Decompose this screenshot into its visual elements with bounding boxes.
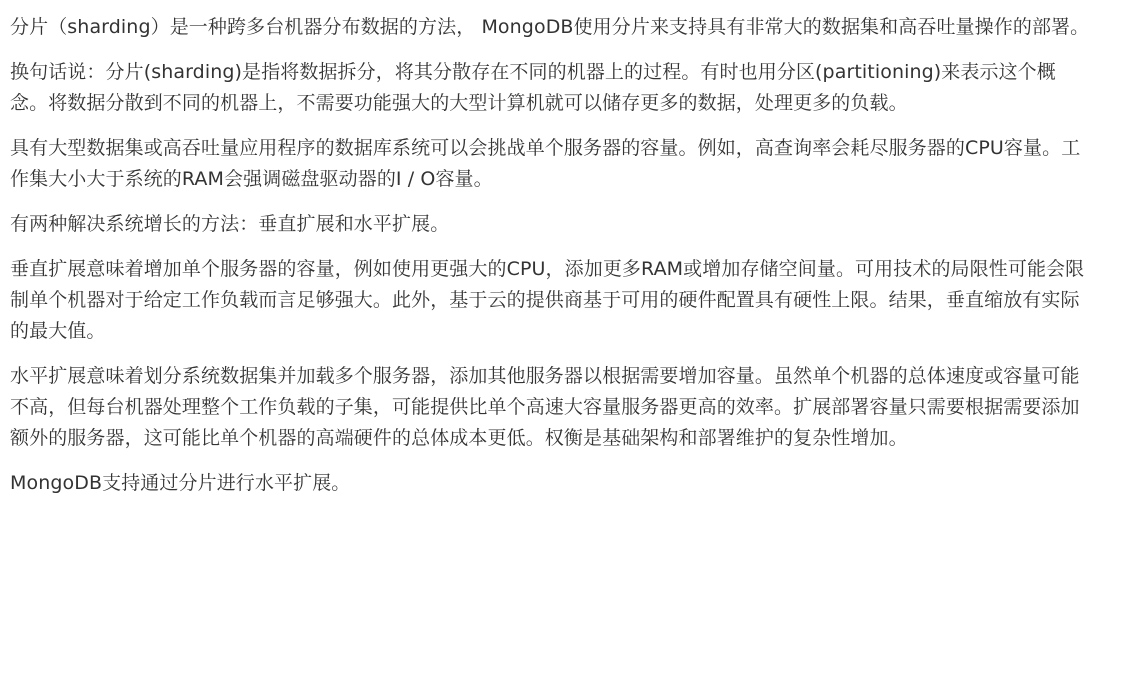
paragraph-sharding-explanation: 换句话说：分片(sharding)是指将数据拆分，将其分散存在不同的机器上的过程。有时也用分区(partitioning)来表示这个概念。将数据分散到不同的机器上，不需要功能强大的大型计算机就可以储存更多的数据，处理更多的负载。 (10, 61, 1056, 114)
paragraph-capacity-challenge: 具有大型数据集或高吞吐量应用程序的数据库系统可以会挑战单个服务器的容量。例如，高查询率会耗尽服务器的CPU容量。工作集大小大于系统的RAM会强调磁盘驱动器的I / O容量。 (10, 137, 1081, 190)
paragraph-horizontal-scaling: 水平扩展意味着划分系统数据集并加载多个服务器，添加其他服务器以根据需要增加容量。虽然单个机器的总体速度或容量可能不高，但每台机器处理整个工作负载的子集，可能提供比单个高速大容量服务器更高的效率。扩展部署容量只需要根据需要添加额外的服务器，这可能比单个机器的高端硬件的总体成本更低。权衡是基础架构和部署维护的复杂性增加。 (10, 365, 1080, 449)
paragraph-sharding-definition: 分片（sharding）是一种跨多台机器分布数据的方法， MongoDB使用分片来支持具有非常大的数据集和高吞吐量操作的部署。 (10, 16, 1090, 38)
paragraph-mongodb-support: MongoDB支持通过分片进行水平扩展。 (10, 472, 351, 494)
paragraph-scaling-methods: 有两种解决系统增长的方法：垂直扩展和水平扩展。 (10, 213, 450, 235)
paragraph-vertical-scaling: 垂直扩展意味着增加单个服务器的容量，例如使用更强大的CPU，添加更多RAM或增加存储空间量。可用技术的局限性可能会限制单个机器对于给定工作负载而言足够强大。此外，基于云的提供商基于可用的硬件配置具有硬性上限。结果，垂直缩放有实际的最大值。 (10, 258, 1085, 342)
